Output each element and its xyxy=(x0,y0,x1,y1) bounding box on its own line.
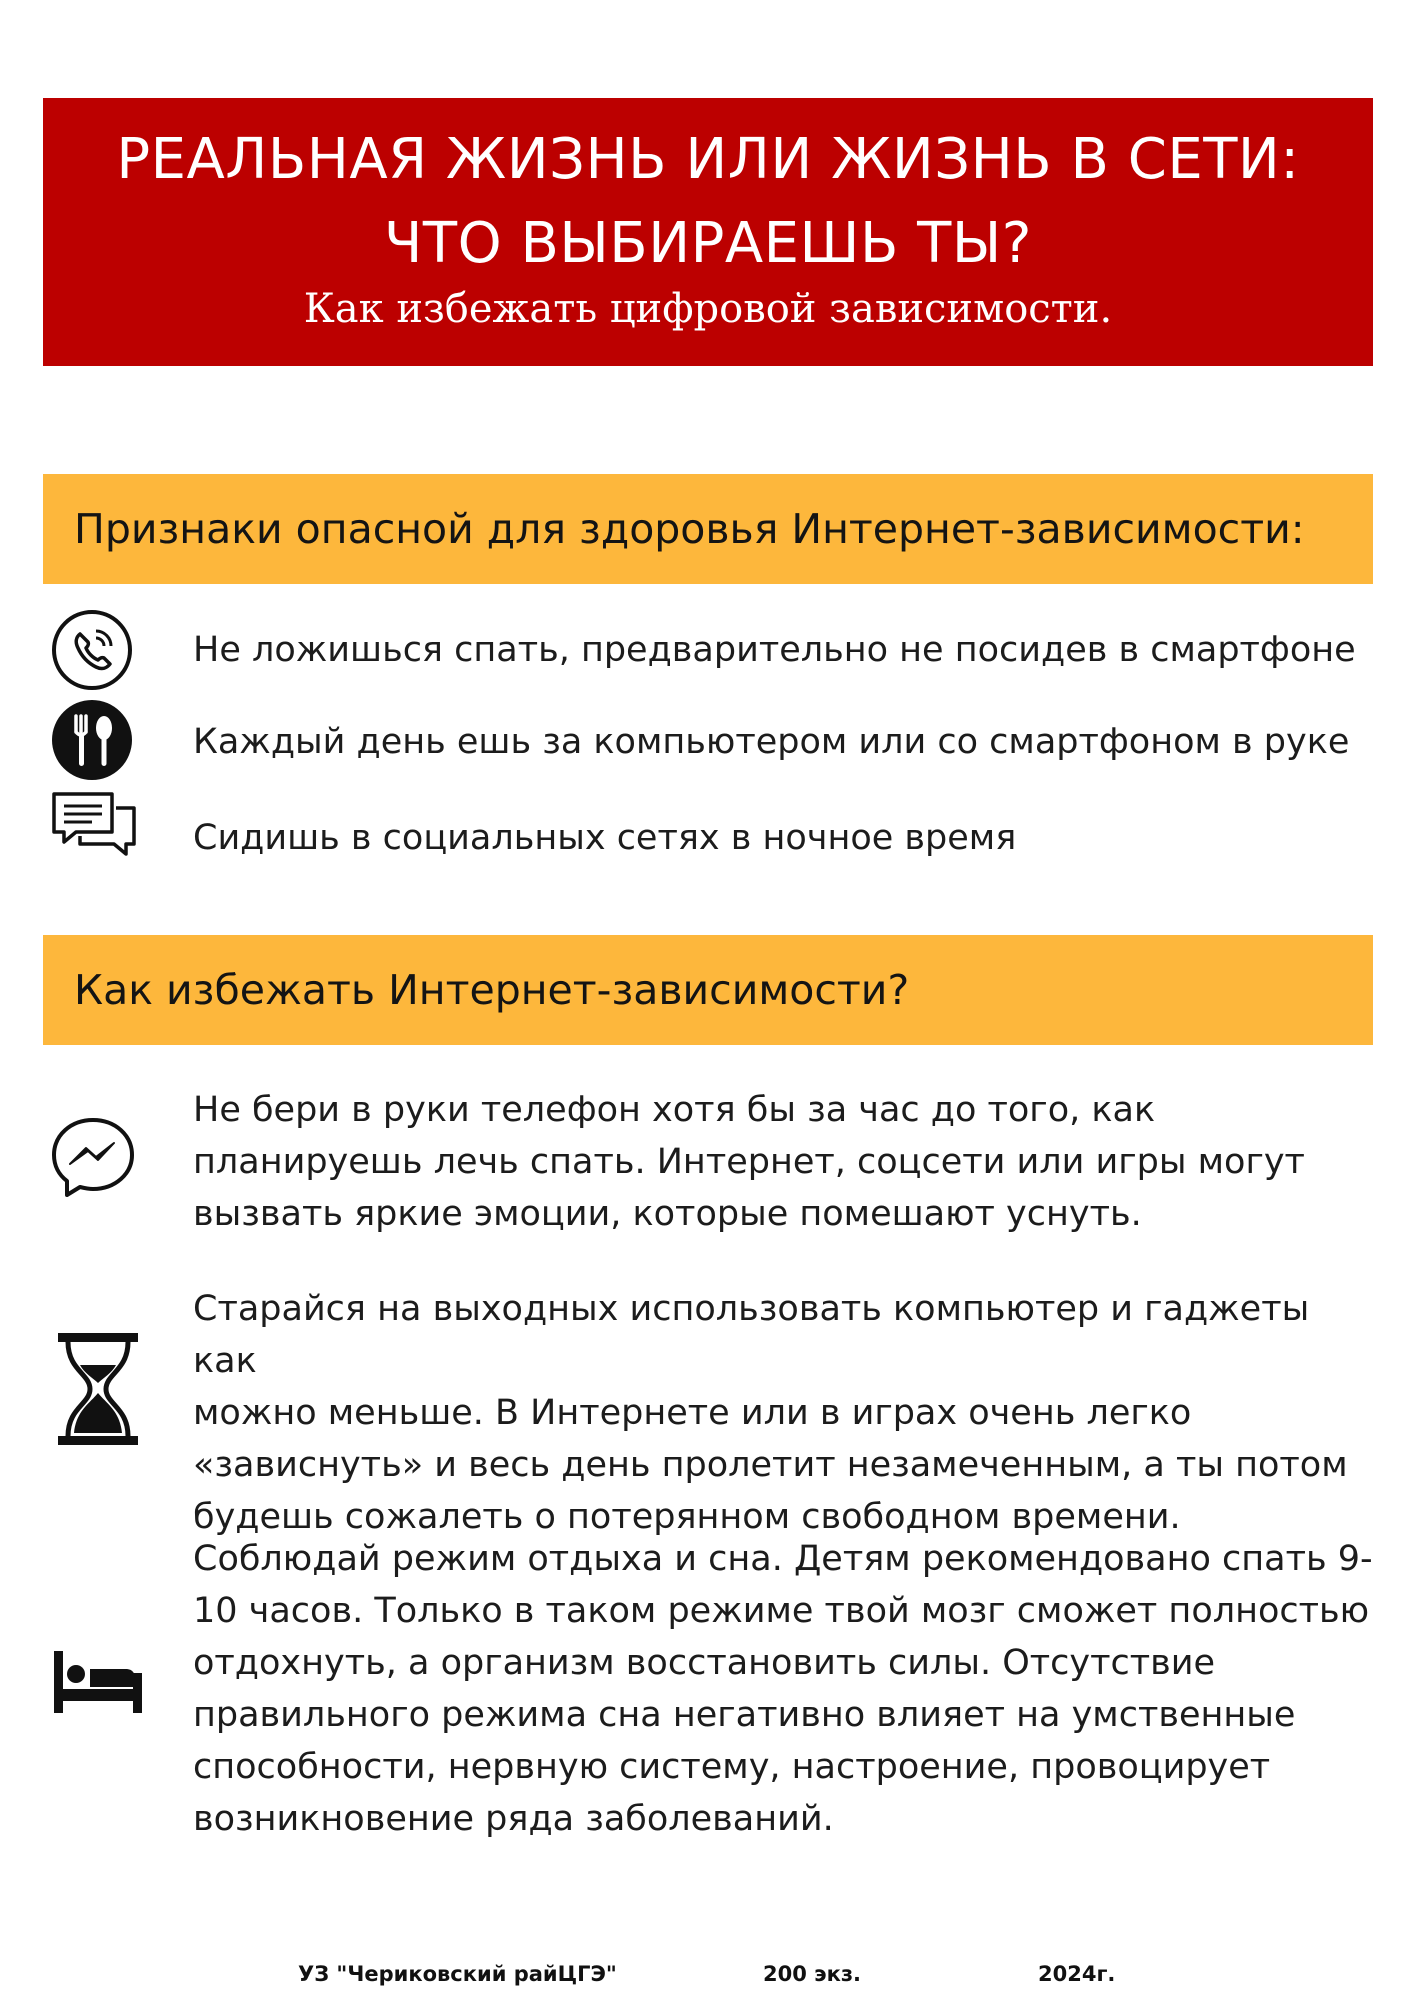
text-line: правильного режима сна негативно влияет на умственные xyxy=(193,1695,1296,1735)
chat-bubbles-icon xyxy=(50,790,138,860)
footer-year: 2024г. xyxy=(1038,1962,1116,1986)
hourglass-icon xyxy=(56,1331,140,1447)
footer-organization: УЗ "Чериковский райЦГЭ" xyxy=(298,1962,617,1986)
text-line: Не бери в руки телефон хотя бы за час до того, как xyxy=(193,1090,1156,1130)
text-line: Старайся на выходных использовать компьютер и гаджеты как xyxy=(193,1289,1310,1381)
phone-circle-icon xyxy=(50,608,134,692)
sign-text-1: Не ложишься спать, предварительно не посидев в смартфоне xyxy=(193,630,1356,670)
avoid-text-1 xyxy=(193,1084,1373,1240)
text-line: «зависнуть» и весь день пролетит незамеченным, а ты потом xyxy=(193,1445,1348,1485)
title-line-2: ЧТО ВЫБИРАЕШЬ ТЫ? xyxy=(383,211,1032,276)
text-line: вызвать яркие эмоции, которые помешают уснуть. xyxy=(193,1194,1142,1234)
signs-heading: Признаки опасной для здоровья Интернет-зависимости: xyxy=(43,474,1373,584)
text-line: отдохнуть, а организм восстановить силы. Отсутствие xyxy=(193,1643,1216,1683)
text-line: Соблюдай режим отдыха и сна. Детям рекомендовано спать 9- xyxy=(193,1539,1373,1579)
header-banner xyxy=(43,98,1373,366)
sign-text-3: Сидишь в социальных сетях в ночное время xyxy=(193,818,1017,858)
subtitle: Как избежать цифровой зависимости. xyxy=(303,286,1113,332)
bed-icon xyxy=(52,1649,144,1715)
avoid-heading: Как избежать Интернет-зависимости? xyxy=(43,935,1373,1045)
fork-spoon-icon xyxy=(50,698,134,782)
text-line: возникновение ряда заболеваний. xyxy=(193,1799,834,1839)
sign-text-2: Каждый день ешь за компьютером или со смартфоном в руке xyxy=(193,722,1350,762)
text-line: будешь сожалеть о потерянном свободном времени. xyxy=(193,1497,1181,1537)
text-line: способности, нервную систему, настроение, провоцирует xyxy=(193,1747,1271,1787)
text-line: 10 часов. Только в таком режиме твой мозг сможет полностью xyxy=(193,1591,1370,1631)
footer-copies: 200 экз. xyxy=(763,1962,862,1986)
messenger-icon xyxy=(48,1114,138,1204)
text-line: планируешь лечь спать. Интернет, соцсети или игры могут xyxy=(193,1142,1305,1182)
avoid-text-3 xyxy=(193,1533,1373,1845)
avoid-text-2 xyxy=(193,1283,1373,1543)
text-line: можно меньше. В Интернете или в играх очень легко xyxy=(193,1393,1192,1433)
title-line-1: РЕАЛЬНАЯ ЖИЗНЬ ИЛИ ЖИЗНЬ В СЕТИ: xyxy=(116,127,1300,192)
